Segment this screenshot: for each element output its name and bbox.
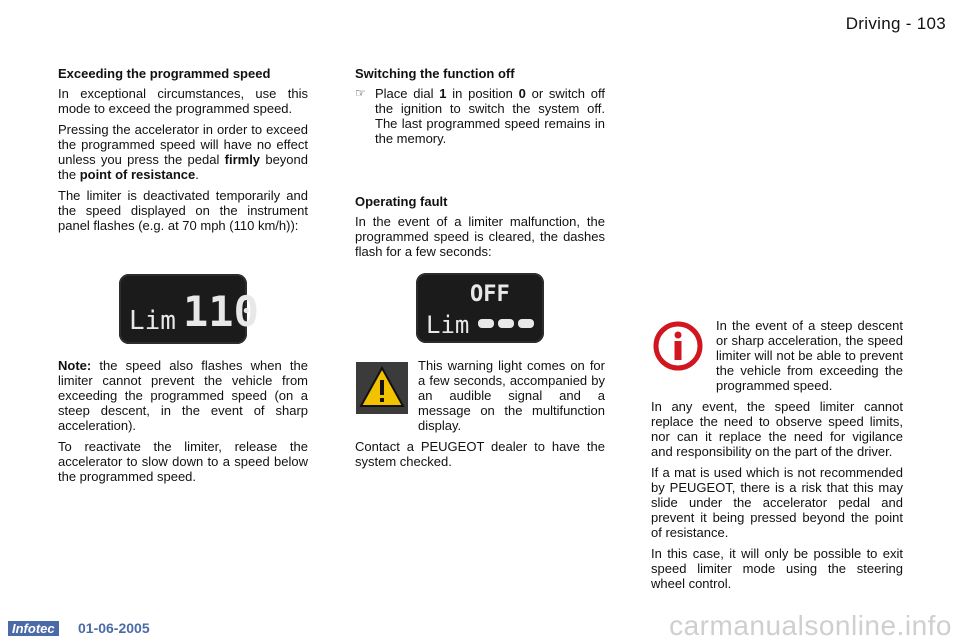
column-right — [651, 318, 903, 597]
section-heading-switching-off: Switching the function off — [355, 66, 515, 81]
paragraph: In exceptional circumstances, use this mode to exceed the programmed speed. — [58, 86, 308, 116]
paragraph: To reactivate the limiter, release the accelerator to slow down to a speed below the programmed speed. — [58, 439, 308, 484]
paragraph: In this case, it will only be possible to exit speed limiter mode using the steering wheel control. — [651, 546, 903, 591]
section-heading-exceeding: Exceeding the programmed speed — [58, 66, 271, 81]
page-header: Driving - 103 — [845, 14, 946, 33]
paragraph: In the event of a limiter malfunction, the programmed speed is cleared, the dashes flash for a few seconds: — [355, 214, 605, 259]
section-heading-operating-fault: Operating fault — [355, 194, 448, 209]
instruction-bullet: ☞ Place dial 1 in position 0 or switch off the ignition to switch the system off. The last programmed speed remains in the memory. — [355, 86, 605, 152]
lcd-prefix: Lim — [426, 311, 470, 339]
footer-badge: Infotec — [8, 621, 59, 636]
pointing-hand-icon: ☞ — [355, 86, 366, 100]
lcd-display-fault — [416, 273, 544, 343]
paragraph: In any event, the speed limiter cannot replace the need to observe speed limits, nor can it replace the need for vigilance and responsibility on the part of the driver. — [651, 399, 903, 459]
lcd-off-label: OFF — [470, 282, 510, 307]
paragraph: Pressing the accelerator in order to exceed the programmed speed will have no effect unless you press the pedal firmly beyond the point of resistance. — [58, 122, 308, 182]
column-left-lower — [58, 358, 308, 490]
watermark: carmanualsonline.info — [669, 610, 952, 641]
lcd-dash — [498, 319, 514, 328]
paragraph: This warning light comes on for a few seconds, accompanied by an audible signal and a message on the multifunction display. — [418, 358, 605, 433]
paragraph: Contact a PEUGEOT dealer to have the system checked. — [355, 439, 605, 469]
paragraph: In the event of a steep descent or sharp acceleration, the speed limiter will not be able to prevent the vehicle from exceeding the programmed speed. — [716, 318, 903, 393]
column-middle-lower — [355, 358, 605, 475]
paragraph: The limiter is deactivated temporarily and the speed displayed on the instrument panel flashes (e.g. at 70 mph (110 km/h)): — [58, 188, 308, 233]
note-paragraph: Note: the speed also flashes when the limiter cannot prevent the vehicle from exceeding the programmed speed (on a steep descent, in the event of sharp acceleration). — [58, 358, 308, 433]
column-left — [58, 66, 308, 239]
lcd-dash — [518, 319, 534, 328]
lcd-speed-value: 110 — [183, 287, 259, 336]
paragraph: If a mat is used which is not recommended by PEUGEOT, there is a risk that this may slide under the accelerator pedal and prevent it being pressed beyond the point of resistance. — [651, 465, 903, 540]
column-middle — [355, 66, 605, 265]
lcd-display-speed — [119, 274, 259, 344]
lcd-dash — [478, 319, 494, 328]
footer-date: 01-06-2005 — [78, 620, 150, 636]
lcd-prefix: Lim — [129, 306, 176, 336]
